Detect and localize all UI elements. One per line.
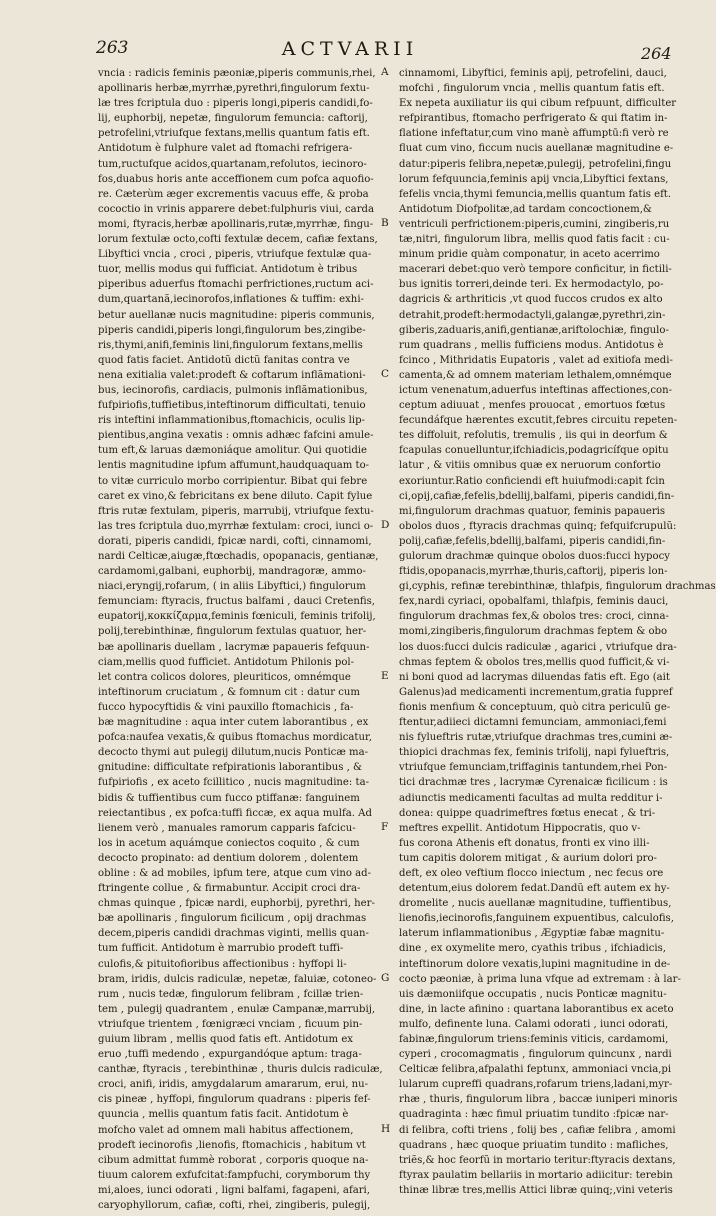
text-line: detrahit,prodeft:hermodactyli,galangæ,pyrethri,zin- (399, 309, 666, 321)
text-line: Galenus)ad medicamenti incrementum,gratia fuppref (399, 686, 673, 698)
text-line: tum eft,& laruas dæmoniáque amolitur. Qui quotidie (98, 445, 367, 457)
page-number-right: 264 (641, 44, 672, 63)
text-line: donea: quippe quadrimeftres fœtus enecat , & tri- (399, 807, 656, 819)
text-line: lorum fextulæ octo,cofti fextulæ decem, cafiæ fextans, (98, 234, 378, 246)
text-line: ris inteftini inflammationibus,ftomachicis, oculis lip- (98, 415, 365, 427)
text-line: to vitæ curriculo morbo corripientur. Bibat qui febre (98, 475, 368, 487)
text-line: mulfo, definente luna. Calami odorati , iunci odorati, (399, 1018, 669, 1030)
text-line: bæ apollinaris duellam , lacrymæ papaueris fefquun- (98, 641, 370, 653)
text-line: vtriufque femunciam,triffaginis tantundem,rhei Pon- (399, 762, 668, 774)
text-line: nis fylueftris rutæ,vtriufque drachmas tres,cumini æ- (399, 732, 673, 744)
text-line: los duos:fucci dulcis radiculæ , agarici , vtriufque dra- (399, 641, 677, 653)
text-line: eupatorij,κοκκίζαρμα,feminis fœniculi, feminis trifolij, (98, 611, 376, 623)
text-line: ftris rutæ fextulam, piperis, marrubij, vtriufque fextu- (98, 505, 374, 517)
text-line: bus, iecinorofis, cardiacis, pulmonis inflãmationibus, (98, 384, 368, 396)
text-line: petrofelini,vtriufque fextans,mellis quantum fatis eft. (98, 128, 370, 140)
text-line: decem,piperis candidi drachmas viginti, mellis quan- (98, 928, 369, 940)
right-column (399, 66, 716, 1198)
section-marker: E (381, 670, 389, 682)
text-line: Celticæ felibra,afpalathi feptunx, ammoniaci vncia,pi (399, 1064, 672, 1076)
text-line: refpirantibus, ftomacho perfrigerato & qui ftatim in- (399, 113, 668, 125)
text-line: guium libram , mellis quod fatis eft. Antidotum ex (98, 1034, 353, 1045)
text-line: obolos duos , ftyracis drachmas quinq; fefquifcrupulũ: (399, 520, 677, 532)
text-line: triẽs,& hoc feorfũ in mortario teritur:ftyracis dextans, (399, 1154, 676, 1166)
page-number-left: 263 (96, 38, 129, 58)
text-line: dagricis & arthriticis ,vt quod fuccos crudos ex alto (399, 294, 663, 306)
section-marker: A (381, 66, 389, 78)
text-line: ni boni quod ad lacrymas diluendas fatis eft. Ego (ait (399, 671, 670, 683)
text-line: bus ignitis torreri,deinde teri. Ex hermodactylo, po- (399, 279, 664, 291)
text-line: rum , nucis tedæ, fingulorum felibram , fcillæ trien- (98, 988, 364, 1000)
text-line: bidis & tuffientibus cum fucco ptiffanæ: fanguinem (98, 792, 360, 804)
text-line: chmas feptem & obolos tres,mellis quod fufficit,& vi- (399, 656, 670, 668)
text-line: camenta,& ad omnem materiam lethalem,omnémque (399, 369, 672, 381)
text-line: niaci,eryngij,rofarum, ( in aliis Libyftici,) fingulorum (98, 581, 366, 593)
text-line: adiunctis medicamenti facultas ad multa redditur i- (399, 792, 663, 804)
text-line: momi, ftyracis,herbæ apollinaris,rutæ,myrrhæ, fingu- (98, 218, 374, 230)
text-line: vncia : radicis feminis pæoniæ,piperis communis,rhei, (98, 68, 376, 79)
text-line: fcinco , Mithridatis Eupatoris , valet ad exitiofa medi- (399, 354, 673, 366)
text-line: lentis magnitudine ipfum affumunt,haudquaquam to- (98, 460, 370, 472)
text-line: gulorum drachmæ quinque obolos duos:fucci hypocy (399, 551, 670, 562)
text-line: fufpiriofis , ex aceto fcillitico , nucis magnitudine: ta- (98, 777, 369, 789)
text-line: las tres fcriptula duo,myrrhæ fextulam: croci, iunci o- (98, 520, 374, 532)
section-marker: D (381, 519, 390, 531)
text-line: lorum fefquuncia,feminis apij vncia,Libyftici fextans, (399, 173, 669, 185)
text-line: dorati, piperis candidi, fpicæ nardi, cofti, cinnamomi, (98, 535, 372, 547)
text-line: nena exitialia valet:prodeft & coftarum inflãmationi- (98, 369, 366, 381)
text-line: momi,zingiberis,fingulorum drachmas feptem & obo (399, 626, 668, 638)
text-line: fionis menfium & conceptuum, quò citra periculũ ge- (399, 701, 671, 713)
text-line: fus corona Athenis eft donatus, fronti ex vino illi- (399, 837, 650, 849)
text-line: detentum,eius dolorem fedat.Dandũ eft autem ex hy- (399, 883, 670, 895)
text-line: gi,cyphis, refinæ terebinthinæ, thlafpis, fingulorum drachmas (399, 581, 716, 593)
text-line: minum pridie quàm componatur, in aceto acerrimo (399, 249, 660, 261)
text-line: canthæ, ftyracis , terebinthinæ , thuris dulcis radiculæ, (98, 1064, 383, 1076)
text-line: fex,nardi cyriaci, opobalfami, thlafpis, feminis dauci, (399, 596, 669, 608)
text-line: nardi Celticæ,aiugæ,ftœchadis, opopanacis, gentianæ, (98, 551, 379, 562)
text-line: flatione infeftatur,cum vino manè affumptū:fi verò re (399, 128, 669, 140)
text-line: cardamomi,galbani, euphorbij, mandragoræ, ammo- (98, 566, 366, 578)
section-marker: B (381, 217, 389, 229)
text-line: re. Cæterùm æger excrementis vacuus effe, & proba (98, 188, 369, 200)
text-line: fufpiriofis,tuffietibus,inteftinorum difficultati, tenuio (98, 400, 366, 412)
text-line: culofis,& pituitofioribus affectionibus : hyffopi li- (98, 958, 347, 970)
text-line: fucco hypocyftidis & vini pauxillo ftomachicis , fa- (98, 701, 354, 713)
text-line: Ex nepeta auxiliatur iis qui cibum refpuunt, difficulter (399, 98, 677, 110)
text-line: thinæ libræ tres,mellis Attici libræ quinq;,vini veteris (399, 1184, 673, 1196)
text-line: bæ magnitudine : aqua inter cutem laborantibus , ex (98, 717, 369, 729)
text-line: cocto pæoniæ, à prima luna vfque ad extremam : à lar- (399, 973, 681, 985)
text-line: piperibus aduerfus ftomachi perfrictiones,ructum aci- (98, 279, 374, 291)
text-line: ventriculi perfrictionem:piperis,cumini, zingiberis,ru (399, 218, 670, 230)
text-line: dromelite , nucis auellanæ magnitudine, tuffientibus, (399, 898, 672, 910)
text-line: Antidotum Diofpolitæ,ad tardam concoctionem,& (399, 203, 652, 215)
text-line: Antidotum è fulphure valet ad ftomachi refrigera- (98, 143, 353, 155)
text-line: cococtio in vrinis apparere debet:fulphuris viui, carda (98, 203, 375, 215)
text-line: los in acetum aquámque coniectos coquito , & cum (98, 837, 360, 849)
text-line: giberis,zaduaris,anifi,gentianæ,ariftolochiæ, fingulo- (399, 324, 669, 336)
text-line: rum quadrans , mellis fufficiens modus. Antidotus è (399, 339, 664, 351)
text-line: ciam,mellis quod fufficiet. Antidotum Philonis pol- (98, 656, 355, 668)
text-line: fefelis vncia,thymi femuncia,mellis quantum fatis eft. (399, 188, 672, 200)
text-line: exoriuntur.Ratio conficiendi eft huiufmodi:capit fcin (399, 475, 665, 487)
text-line: deft, ex oleo veftium flocco iniectum , nec fecus ore (399, 867, 664, 879)
section-marker: H (381, 1123, 391, 1135)
text-line: lij, euphorbij, nepetæ, fingulorum femuncia: caftorij, (98, 113, 368, 125)
text-line: ci,opij,cafiæ,fefelis,bdellij,balfami, piperis candidi,fin- (399, 490, 675, 502)
text-line: quadrans , hæc quoque priuatim tundito : mafliches, (399, 1139, 669, 1151)
text-line: reiectantibus , ex pofca:tuffi ficcæ, ex aqua mulfa. Ad (98, 807, 372, 819)
text-line: fingulorum drachmas fex,& obolos tres: croci, cinna- (399, 611, 669, 623)
text-line: apollinaris herbæ,myrrhæ,pyrethri,fingulorum fextu- (98, 83, 370, 95)
text-line: polij,cafiæ,fefelis,bdellij,balfami, piperis candidi,fin- (399, 535, 666, 547)
text-line: ftringente collue , & firmabuntur. Accipit croci dra- (98, 883, 361, 895)
text-line: fluat cum vino, ficcum nucis auellanæ magnitudine e- (399, 143, 674, 155)
text-line: tuor, mellis modus qui fufficiat. Antidotum è tribus (98, 264, 358, 276)
text-line: fabinæ,fingulorum triens:feminis viticis, cardamomi, (399, 1034, 669, 1045)
text-line: tum fufficit. Antidotum è marrubio prodeft tuffi- (98, 943, 344, 955)
text-line: cyperi , crocomagmatis , fingulorum quincunx , nardi (399, 1049, 672, 1061)
text-line: dum,quartanã,iecinorofos,inflationes & tuffim: exhi- (98, 294, 364, 306)
text-line: mofcho valet ad omnem mali habitus affectionem, (98, 1124, 354, 1136)
text-line: let contra colicos dolores, pleuriticos, omnémque (98, 671, 351, 683)
text-line: mofchi , fingulorum vncia , mellis quantum fatis eft. (399, 83, 665, 95)
text-line: pientibus,angina vexatis : omnis adhæc fafcini amule- (98, 430, 374, 442)
text-line: tæ,nitri, fingulorum libra, mellis quod fatis facit : cu- (399, 234, 670, 246)
text-line: inteftinorum cruciatum , & fomnum cit : datur cum (98, 686, 361, 698)
text-line: ftidis,opopanacis,myrrhæ,thuris,caftorij, piperis lon- (399, 566, 668, 578)
text-line: thiopici drachmas fex, feminis trifolij, napi fylueftris, (399, 747, 670, 759)
text-line: tum capitis dolorem mitigat , & aurium dolori pro- (399, 852, 657, 864)
section-marker: F (381, 821, 389, 833)
text-line: ris,thymi,anifi,feminis lini,fingulorum fextans,mellis (98, 339, 363, 351)
text-line: di felibra, cofti triens , folij bes , cafiæ felibra , amomi (399, 1124, 676, 1136)
text-line: tiuum calorem exfufcitat:fampfuchi, corymborum thy (98, 1169, 371, 1181)
text-line: bram, iridis, dulcis radiculæ, nepetæ, faluiæ, cotoneo- (98, 973, 377, 985)
text-line: piperis candidi,piperis longi,fingulorum bes,zingibe- (98, 324, 366, 336)
text-line: latur , & vitiis omnibus quæ ex neruorum confortio (399, 460, 661, 472)
text-line: Libyftici vncia , croci , piperis, vtriufque fextulæ qua- (98, 249, 372, 261)
text-line: tem , pulegij quadrantem , enulæ Campanæ,marrubij, (98, 1003, 376, 1015)
text-line: ftyrax paulatim bellariis in mortario adiicitur: terebin (399, 1169, 673, 1181)
text-line: lienem verò , manuales ramorum capparis fafcicu- (98, 822, 356, 834)
text-line: quod fatis faciet. Antidotũ dictũ fanitas contra ve (98, 354, 350, 366)
text-line: fos,duabus horis ante acceffionem cum pofca aquofio- (98, 173, 374, 185)
section-marker: C (381, 368, 390, 380)
text-line: fcapulas conuelluntur,ifchiadicis,podagricífque opitu (399, 445, 669, 457)
text-line: mi,fingulorum drachmas quatuor, feminis papaueris (399, 505, 666, 517)
text-line: cibum admittat fummè roborat , corporis quoque na- (98, 1154, 369, 1166)
text-line: femunciam: ftyracis, fructus balfami , dauci Cretenfis, (98, 596, 375, 608)
text-line: dine, in lacte afinino : quartana laborantibus ex aceto (399, 1003, 674, 1015)
text-line: croci, anifi, iridis, amygdalarum amararum, erui, nu- (98, 1079, 369, 1091)
running-title: ACTVARII (281, 38, 419, 60)
text-line: tici drachmæ tres , lacrymæ Cyrenaicæ ficilicum : is (399, 777, 668, 789)
text-line: dine , ex oxymelite mero, cyathis tribus , ifchiadicis, (399, 943, 666, 955)
text-line: macerari debet:quo verò tempore conficitur, in fictili- (399, 264, 672, 276)
text-line: lularum cupreffi quadrans,rofarum triens,ladani,myr- (399, 1079, 673, 1091)
text-line: decocto thymi aut pulegij dilutum,nucis Ponticæ ma- (98, 747, 369, 759)
left-column (98, 66, 383, 1213)
text-line: polij,terebinthinæ, fingulorum fextulas quatuor, her- (98, 626, 367, 638)
text-line: lienofis,iecinorofis,fanguinem expuentibus, calculofis, (399, 913, 674, 925)
running-header (0, 38, 700, 68)
text-line: inteftinorum dolore vexatis,lupini magnitudine in de- (399, 958, 671, 970)
text-line: uis dæmoniifque occupatis , nucis Ponticæ magnitu- (399, 988, 667, 1000)
text-line: vtriufque trientem , fœnigræci vnciam , ficuum pin- (98, 1018, 363, 1030)
text-line: pofca:naufea vexatis,& quibus ftomachus mordicatur, (98, 732, 372, 744)
text-line: caryophyllorum, cafiæ, cofti, rhei, zingiberis, pulegij, (98, 1200, 371, 1212)
text-line: cinnamomi, Libyftici, feminis apij, petrofelini, dauci, (399, 68, 667, 79)
text-line: meftres expellit. Antidotum Hippocratis, quo v- (399, 822, 641, 834)
text-line: ictum venenatum,aduerfus inteftinas affectiones,con- (399, 384, 672, 396)
text-line: mi,aloes, iunci odorati , ligni balfami, fagapeni, afari, (98, 1184, 370, 1196)
text-line: caret ex vino,& febricitans ex bene diluto. Capit fylue (98, 490, 373, 502)
text-line: betur auellanæ nucis magnitudine: piperis communis, (98, 309, 375, 321)
text-line: datur:piperis felibra,nepetæ,pulegij, petrofelini,fingu (399, 158, 672, 170)
text-line: fecundáfque hærentes excutit,febres circuitu repeten- (399, 415, 678, 427)
text-line: eruo ,tuffi medendo , expurgandóque aptum: traga- (98, 1049, 362, 1061)
text-line: rhæ , thuris, fingulorum libra , baccæ iuniperi minoris (399, 1094, 678, 1106)
text-line: tes diffoluit, refolutis, tremulis , iis qui in deorfum & (399, 430, 668, 442)
text-line: quuncia , mellis quantum fatis facit. Antidotum è (98, 1109, 349, 1121)
text-line: ftentur,adiieci dictamni femunciam, ammoniaci,femi (399, 717, 667, 729)
text-line: prodeft iecinorofis ,lienofis, ftomachicis , habitum vt (98, 1139, 366, 1151)
text-line: laterum inflammationibus , Ægyptiæ fabæ magnitu- (399, 928, 665, 940)
text-line: læ tres fcriptula duo : piperis longi,piperis candidi,fo- (98, 98, 373, 110)
text-line: cis pineæ , hyffopi, fingulorum quadrans : piperis fef- (98, 1094, 371, 1106)
text-line: decocto propinato: ad dentium dolorem , dolentem (98, 852, 359, 864)
text-line: chmas quinque , fpicæ nardi, euphorbij, pyrethri, her- (98, 898, 375, 910)
section-marker: G (381, 972, 390, 984)
text-line: tum,ructufque acidos,quartanam,refolutos, iecinoro- (98, 158, 367, 170)
text-line: gnitudine: difficultate refpirationis laborantibus , & (98, 762, 363, 774)
text-line: obline : & ad mobiles, ipfum tere, atque cum vino ad- (98, 867, 372, 879)
text-line: bæ apollinaris , fingulorum ficilicum , opij drachmas (98, 913, 367, 925)
text-line: quadraginta : hæc fimul priuatim tundito :fpicæ nar- (399, 1109, 669, 1121)
text-line: ceptum adiuuat , menfes prouocat , emortuos fœtus (399, 400, 666, 412)
